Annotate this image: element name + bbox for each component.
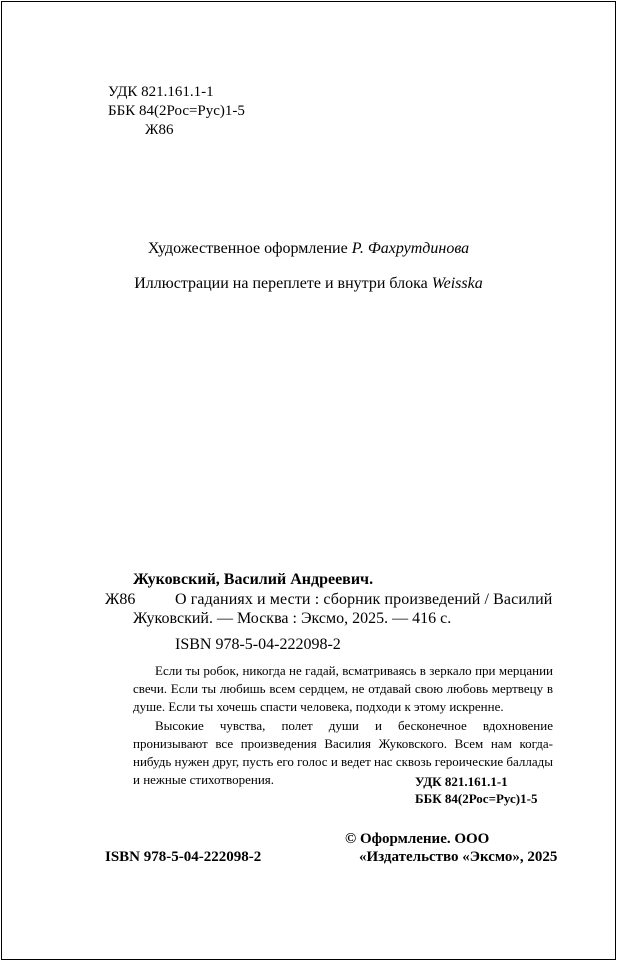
page-border xyxy=(1,1,616,960)
credit-name: Р. Фахрутдинова xyxy=(351,240,470,257)
credit-name: Weisska xyxy=(431,275,483,292)
author-mark: Ж86 xyxy=(145,122,174,138)
catalog-author: Жуковский, Василий Андреевич. xyxy=(133,571,374,588)
annotation-paragraph: Высокие чувства, полет души и бесконечное вдохновение пронизывают все произведения Василия Жуковского. Всем нам когда-нибудь нужен друг, пусть его голос и ведет нас сквозь героические баллады и нежные стихотворения. xyxy=(133,717,553,788)
copyright-line-2: «Издательство «Эксмо», 2025 xyxy=(359,849,558,865)
credit-label: Художественное оформление xyxy=(147,240,352,257)
catalog-imprint-line: Жуковский. — Москва : Эксмо, 2025. — 416 с. xyxy=(133,610,452,627)
copyright-line-1: © Оформление. ООО xyxy=(345,831,490,847)
footer-bbk: ББК 84(2Рос=Рус)1-5 xyxy=(415,791,538,806)
design-credit xyxy=(0,240,617,258)
annotation xyxy=(133,662,553,789)
catalog-isbn: ISBN 978-5-04-222098-2 xyxy=(175,636,341,653)
illustration-credit xyxy=(0,275,617,293)
annotation-paragraph: Если ты робок, никогда не гадай, всматриваясь в зеркало при мерцании свечи. Если ты любишь всем сердцем, не отдавай свою любовь мертвецу в душе. Если ты хочешь спасти человека, подходи к этому искренне. xyxy=(133,663,553,715)
footer-udk: УДК 821.161.1-1 xyxy=(415,774,508,789)
udk-code: УДК 821.161.1-1 xyxy=(108,84,214,100)
catalog-author-mark: Ж86 xyxy=(105,591,136,608)
catalog-title-line: О гаданиях и мести : сборник произведений / Василий xyxy=(175,591,553,608)
footer-isbn: ISBN 978-5-04-222098-2 xyxy=(105,849,262,865)
bbk-code: ББК 84(2Рос=Рус)1-5 xyxy=(108,103,245,119)
credit-label: Иллюстрации на переплете и внутри блока xyxy=(134,275,432,292)
